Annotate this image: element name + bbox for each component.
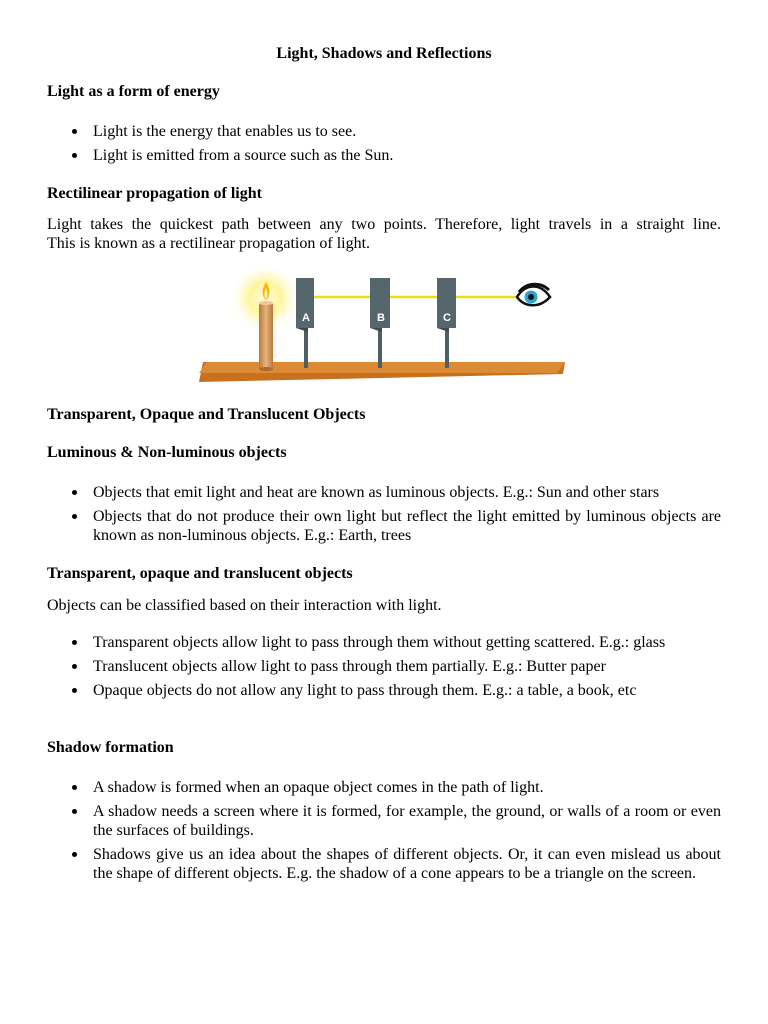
list-item: A shadow needs a screen where it is formed, for example, the ground, or walls of a room or even the surfaces of buildings. — [47, 802, 721, 840]
list-luminous — [47, 483, 721, 545]
card-b — [370, 278, 390, 368]
list-item: Objects that do not produce their own light but reflect the light emitted by luminous objects are known as non-luminous objects. E.g.: Earth, trees — [47, 507, 721, 545]
heading-shadow: Shadow formation — [47, 739, 174, 756]
eye-icon — [517, 284, 550, 305]
list-item: A shadow is formed when an opaque object comes in the path of light. — [47, 778, 721, 797]
list-shadow — [47, 778, 721, 883]
card-stand — [378, 328, 382, 368]
heading-rectilinear: Rectilinear propagation of light — [47, 185, 262, 202]
heading-objects: Transparent, Opaque and Translucent Objects — [47, 406, 366, 423]
card-a — [296, 278, 314, 368]
candle-top — [259, 301, 273, 305]
list-item: Shadows give us an idea about the shapes of different objects. Or, it can even mislead us about the shape of different objects. E.g. the shadow of a cone appears to be a triangle on the screen. — [47, 845, 721, 883]
paragraph-line: Light takes the quickest path between any two points. Therefore, light travels in a straight line. — [47, 216, 721, 233]
heading-light-energy: Light as a form of energy — [47, 83, 220, 100]
list-light-energy — [47, 122, 721, 165]
list-item: Translucent objects allow light to pass through them partially. E.g.: Butter paper — [47, 657, 721, 676]
card-label: C — [443, 312, 451, 324]
candle-base — [259, 367, 273, 371]
list-item: Opaque objects do not allow any light to pass through them. E.g.: a table, a book, etc — [47, 681, 721, 700]
card-c — [437, 278, 456, 368]
page-title: Light, Shadows and Reflections — [276, 45, 492, 62]
paragraph-rectilinear — [47, 215, 721, 253]
list-item: Transparent objects allow light to pass through them without getting scattered. E.g.: glass — [47, 633, 721, 652]
card-stand — [445, 328, 449, 368]
card-label: A — [302, 312, 310, 324]
heading-luminous: Luminous & Non-luminous objects — [47, 444, 287, 461]
list-item: Light is the energy that enables us to see. — [47, 122, 721, 141]
list-item: Light is emitted from a source such as the Sun. — [47, 146, 721, 165]
paragraph-line: This is known as a rectilinear propagation of light. — [47, 235, 371, 252]
paragraph-classification: Objects can be classified based on their interaction with light. — [47, 597, 442, 614]
heading-classification: Transparent, opaque and translucent objects — [47, 565, 353, 582]
rectilinear-propagation-diagram — [195, 270, 570, 390]
card-stand — [304, 328, 308, 368]
card-label: B — [377, 312, 385, 324]
list-item: Objects that emit light and heat are known as luminous objects. E.g.: Sun and other stars — [47, 483, 721, 502]
candle-body — [259, 303, 273, 369]
list-classification — [47, 633, 721, 700]
